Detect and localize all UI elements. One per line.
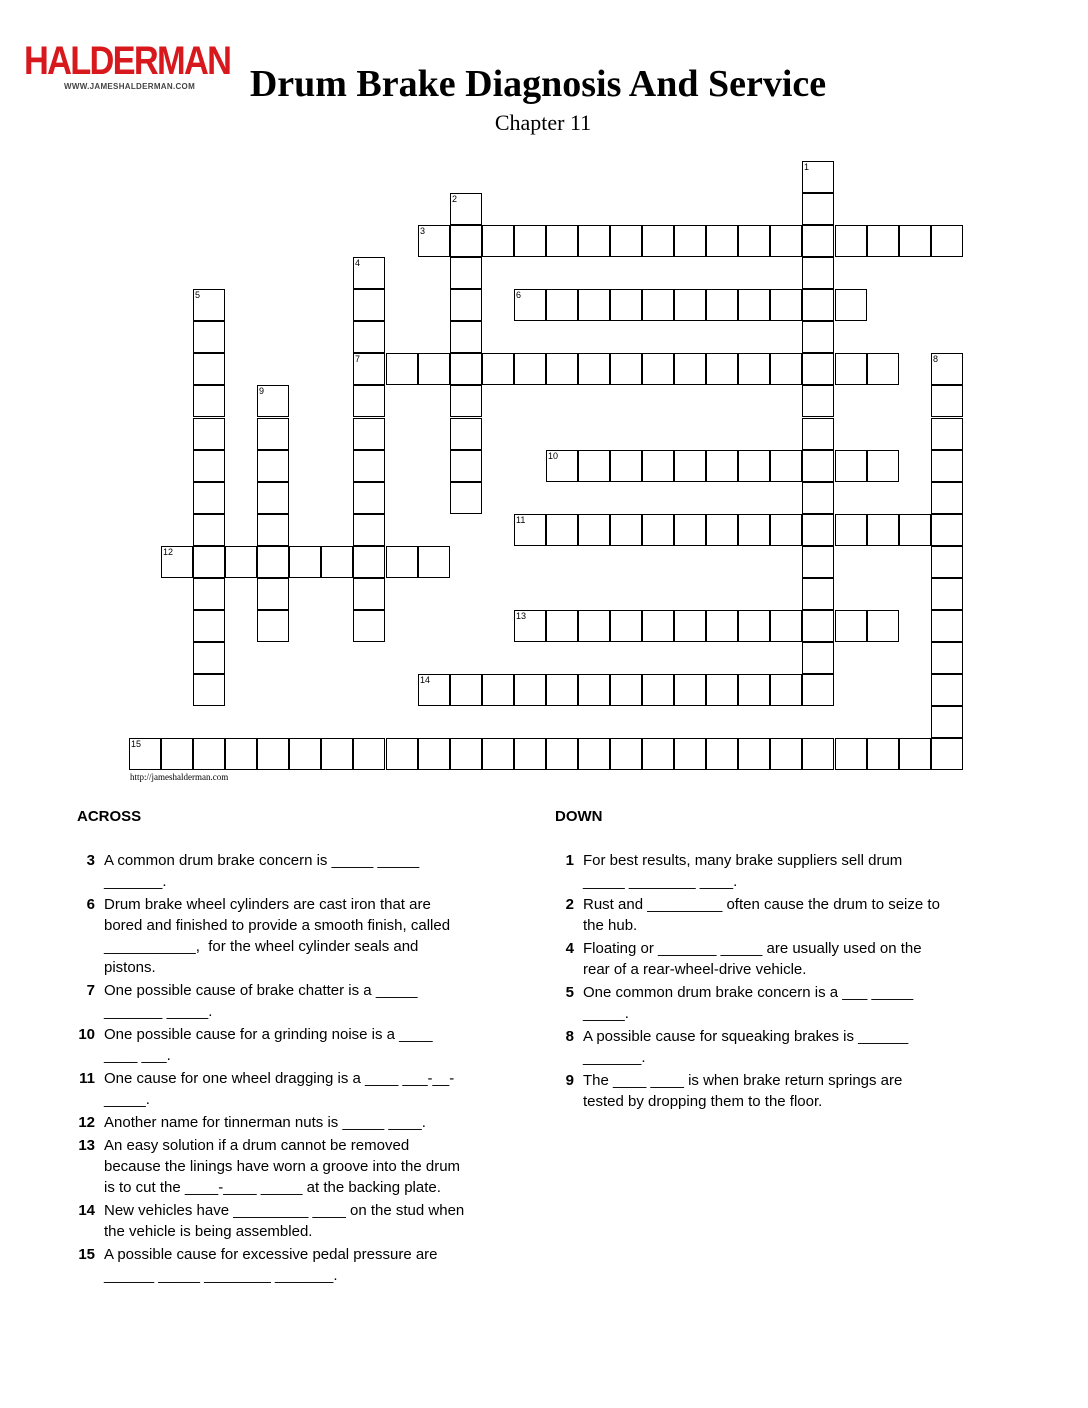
crossword-cell[interactable] <box>835 738 867 770</box>
crossword-cell[interactable] <box>353 546 385 578</box>
crossword-cell[interactable] <box>706 514 738 546</box>
crossword-cell[interactable] <box>802 225 834 257</box>
cell-number: 13 <box>516 611 527 621</box>
crossword-cell[interactable] <box>386 738 418 770</box>
cell-number: 5 <box>195 290 201 300</box>
crossword-cell[interactable] <box>450 321 482 353</box>
across-clue <box>75 980 515 1022</box>
across-clue <box>75 1112 515 1133</box>
crossword-cell[interactable] <box>386 546 418 578</box>
crossword-cell[interactable] <box>578 450 610 482</box>
crossword-cell[interactable] <box>802 738 834 770</box>
crossword-cell[interactable] <box>674 514 706 546</box>
cell-number: 9 <box>259 386 265 396</box>
crossword-cell[interactable] <box>193 450 225 482</box>
crossword-cell[interactable] <box>353 289 385 321</box>
crossword-cell[interactable] <box>738 225 770 257</box>
crossword-cell[interactable] <box>257 610 289 642</box>
clue-number: 10 <box>78 1026 95 1043</box>
crossword-cell[interactable] <box>770 225 802 257</box>
crossword-cell[interactable] <box>802 353 834 385</box>
crossword-cell[interactable] <box>642 289 674 321</box>
crossword-cell[interactable] <box>450 385 482 417</box>
crossword-cell[interactable] <box>931 482 963 514</box>
crossword-cell[interactable] <box>802 289 834 321</box>
clue-text: One common drum brake concern is a ___ _____ _____. <box>583 984 914 1022</box>
crossword-cell[interactable] <box>418 225 450 257</box>
cell-number: 2 <box>452 194 458 204</box>
clue-number: 7 <box>86 982 95 999</box>
clue-text: New vehicles have _________ ____ on the stud when the vehicle is being assembled. <box>104 1202 465 1240</box>
crossword-cell[interactable] <box>802 514 834 546</box>
clue-number: 5 <box>565 984 574 1001</box>
crossword-cell[interactable] <box>706 225 738 257</box>
crossword-cell[interactable] <box>610 353 642 385</box>
crossword-cell[interactable] <box>802 482 834 514</box>
crossword-cell[interactable] <box>610 738 642 770</box>
crossword-cell[interactable] <box>931 225 963 257</box>
crossword-cell[interactable] <box>802 161 834 193</box>
crossword-cell[interactable] <box>674 225 706 257</box>
crossword-cell[interactable] <box>931 578 963 610</box>
crossword-cell[interactable] <box>514 514 546 546</box>
crossword-cell[interactable] <box>610 450 642 482</box>
across-clue <box>75 1244 515 1286</box>
crossword-cell[interactable] <box>674 353 706 385</box>
crossword-cell[interactable] <box>450 418 482 450</box>
crossword-cell[interactable] <box>193 546 225 578</box>
down-clue <box>554 982 994 1024</box>
clue-text: A possible cause for excessive pedal pressure are ______ _____ ________ _______. <box>104 1246 438 1284</box>
clue-number: 3 <box>86 852 95 869</box>
crossword-cell[interactable] <box>610 514 642 546</box>
crossword-cell[interactable] <box>578 225 610 257</box>
cell-number: 15 <box>131 739 142 749</box>
crossword-cell[interactable] <box>482 738 514 770</box>
crossword-cell[interactable] <box>867 225 899 257</box>
crossword-cell[interactable] <box>482 225 514 257</box>
crossword-cell[interactable] <box>225 546 257 578</box>
crossword-cell[interactable] <box>418 674 450 706</box>
crossword-cell[interactable] <box>770 738 802 770</box>
cell-number: 12 <box>163 547 174 557</box>
crossword-cell[interactable] <box>674 738 706 770</box>
crossword-cell[interactable] <box>450 289 482 321</box>
across-clue <box>75 894 515 978</box>
clue-text: One possible cause of brake chatter is a _____ _______ _____. <box>104 982 418 1020</box>
crossword-cell[interactable] <box>257 514 289 546</box>
crossword-cell[interactable] <box>835 610 867 642</box>
crossword-cell[interactable] <box>418 738 450 770</box>
crossword-cell[interactable] <box>706 738 738 770</box>
crossword-cell[interactable] <box>835 514 867 546</box>
clue-number: 14 <box>78 1202 95 1219</box>
crossword-cell[interactable] <box>610 674 642 706</box>
crossword-cell[interactable] <box>129 738 161 770</box>
crossword-cell[interactable] <box>257 482 289 514</box>
crossword-cell[interactable] <box>193 514 225 546</box>
crossword-cell[interactable] <box>578 289 610 321</box>
crossword-cell[interactable] <box>770 514 802 546</box>
crossword-cell[interactable] <box>738 738 770 770</box>
clue-text: The ____ ____ is when brake return springs are tested by dropping them to the floor. <box>583 1072 903 1110</box>
crossword-cell[interactable] <box>931 706 963 738</box>
clue-text: One possible cause for a grinding noise is a ____ ____ ___. <box>104 1026 433 1064</box>
clue-number: 9 <box>565 1072 574 1089</box>
crossword-cell[interactable] <box>353 738 385 770</box>
down-clue-list <box>554 850 994 1114</box>
crossword-cell[interactable] <box>706 450 738 482</box>
crossword-cell[interactable] <box>514 289 546 321</box>
crossword-cell[interactable] <box>802 385 834 417</box>
crossword-cell[interactable] <box>578 353 610 385</box>
crossword-cell[interactable] <box>770 353 802 385</box>
cell-number: 6 <box>516 290 522 300</box>
crossword-cell[interactable] <box>418 546 450 578</box>
crossword-cell[interactable] <box>257 418 289 450</box>
clue-number: 1 <box>565 852 574 869</box>
crossword-cell[interactable] <box>546 225 578 257</box>
across-clue <box>75 1024 515 1066</box>
crossword-cell[interactable] <box>225 738 257 770</box>
crossword-cell[interactable] <box>642 610 674 642</box>
crossword-cell[interactable] <box>802 578 834 610</box>
crossword-cell[interactable] <box>193 385 225 417</box>
crossword-cell[interactable] <box>546 514 578 546</box>
cell-number: 14 <box>420 675 431 685</box>
crossword-cell[interactable] <box>514 353 546 385</box>
crossword-cell[interactable] <box>193 642 225 674</box>
crossword-cell[interactable] <box>193 289 225 321</box>
crossword-cell[interactable] <box>931 514 963 546</box>
down-clue <box>554 894 994 936</box>
crossword-cell[interactable] <box>802 610 834 642</box>
across-clue-list <box>75 850 515 1288</box>
crossword-cell[interactable] <box>289 546 321 578</box>
down-clue <box>554 938 994 980</box>
crossword-cell[interactable] <box>931 610 963 642</box>
cell-number: 1 <box>804 162 810 172</box>
crossword-cell[interactable] <box>161 738 193 770</box>
crossword-cell[interactable] <box>546 674 578 706</box>
down-clue <box>554 1070 994 1112</box>
crossword-cell[interactable] <box>353 578 385 610</box>
clue-number: 15 <box>78 1246 95 1263</box>
crossword-cell[interactable] <box>353 353 385 385</box>
crossword-cell[interactable] <box>450 257 482 289</box>
crossword-cell[interactable] <box>610 289 642 321</box>
crossword-cell[interactable] <box>802 674 834 706</box>
crossword-cell[interactable] <box>642 514 674 546</box>
crossword-cell[interactable] <box>802 257 834 289</box>
crossword-cell[interactable] <box>514 610 546 642</box>
crossword-cell[interactable] <box>353 385 385 417</box>
crossword-cell[interactable] <box>931 418 963 450</box>
clue-number: 2 <box>565 896 574 913</box>
crossword-cell[interactable] <box>706 289 738 321</box>
crossword-cell[interactable] <box>578 610 610 642</box>
cell-number: 8 <box>933 354 939 364</box>
crossword-cell[interactable] <box>257 385 289 417</box>
crossword-cell[interactable] <box>450 193 482 225</box>
clue-number: 12 <box>78 1114 95 1131</box>
crossword-cell[interactable] <box>770 610 802 642</box>
across-clue <box>75 1068 515 1110</box>
crossword-cell[interactable] <box>450 482 482 514</box>
crossword-cell[interactable] <box>931 353 963 385</box>
crossword-cell[interactable] <box>931 738 963 770</box>
crossword-cell[interactable] <box>738 610 770 642</box>
crossword-cell[interactable] <box>193 610 225 642</box>
crossword-cell[interactable] <box>161 546 193 578</box>
crossword-cell[interactable] <box>353 321 385 353</box>
clue-text: Floating or _______ _____ are usually used on the rear of a rear-wheel-drive vehicle. <box>583 940 922 978</box>
crossword-cell[interactable] <box>418 353 450 385</box>
crossword-cell[interactable] <box>450 450 482 482</box>
logo-site: WWW.JAMESHALDERMAN.COM <box>64 82 196 91</box>
crossword-cell[interactable] <box>321 738 353 770</box>
crossword-cell[interactable] <box>578 514 610 546</box>
down-heading: DOWN <box>555 808 603 825</box>
crossword-cell[interactable] <box>835 289 867 321</box>
crossword-cell[interactable] <box>482 674 514 706</box>
crossword-cell[interactable] <box>802 450 834 482</box>
clue-text: For best results, many brake suppliers sell drum _____ ________ ____. <box>583 852 903 890</box>
crossword-cell[interactable] <box>674 610 706 642</box>
crossword-cell[interactable] <box>706 610 738 642</box>
crossword-cell[interactable] <box>738 289 770 321</box>
crossword-cell[interactable] <box>867 610 899 642</box>
clue-text: An easy solution if a drum cannot be removed because the linings have worn a groove into the drum is to cut the ____-____ _____ at the backing plate. <box>104 1137 461 1196</box>
crossword-cell[interactable] <box>802 642 834 674</box>
crossword-cell[interactable] <box>257 450 289 482</box>
crossword-cell[interactable] <box>450 225 482 257</box>
crossword-cell[interactable] <box>738 353 770 385</box>
clue-text: A possible cause for squeaking brakes is ______ _______. <box>583 1028 909 1066</box>
crossword-cell[interactable] <box>802 546 834 578</box>
crossword-cell[interactable] <box>353 418 385 450</box>
clue-text: Another name for tinnerman nuts is _____ ____. <box>104 1114 426 1131</box>
page-subtitle: Chapter 11 <box>494 110 592 135</box>
across-clue <box>75 850 515 892</box>
crossword-cell[interactable] <box>642 674 674 706</box>
clue-number: 11 <box>79 1070 95 1087</box>
crossword-cell[interactable] <box>738 450 770 482</box>
crossword-cell[interactable] <box>514 225 546 257</box>
clue-text: One cause for one wheel dragging is a ____ ___-__- _____. <box>104 1070 455 1108</box>
clue-number: 4 <box>565 940 574 957</box>
crossword-cell[interactable] <box>353 257 385 289</box>
crossword-cell[interactable] <box>738 674 770 706</box>
crossword-cell[interactable] <box>193 321 225 353</box>
source-url: http://jameshalderman.com <box>130 772 229 782</box>
crossword-cell[interactable] <box>835 225 867 257</box>
crossword-cell[interactable] <box>867 738 899 770</box>
crossword-cell[interactable] <box>931 642 963 674</box>
cell-number: 11 <box>516 515 526 525</box>
crossword-cell[interactable] <box>353 482 385 514</box>
across-clue <box>75 1135 515 1198</box>
across-clue <box>75 1200 515 1242</box>
crossword-cell[interactable] <box>642 738 674 770</box>
crossword-cell[interactable] <box>770 674 802 706</box>
crossword-cell[interactable] <box>931 450 963 482</box>
crossword-cell[interactable] <box>899 514 931 546</box>
crossword-cell[interactable] <box>931 385 963 417</box>
clue-number: 6 <box>86 896 95 913</box>
crossword-cell[interactable] <box>514 674 546 706</box>
crossword-cell[interactable] <box>931 546 963 578</box>
down-clue <box>554 1026 994 1068</box>
crossword-cell[interactable] <box>867 514 899 546</box>
crossword-cell[interactable] <box>546 738 578 770</box>
crossword-cell[interactable] <box>706 353 738 385</box>
crossword-cell[interactable] <box>193 738 225 770</box>
crossword-cell[interactable] <box>450 353 482 385</box>
crossword-cell[interactable] <box>899 225 931 257</box>
crossword-cell[interactable] <box>450 738 482 770</box>
crossword-cell[interactable] <box>802 193 834 225</box>
clue-text: A common drum brake concern is _____ _____ _______. <box>104 852 420 890</box>
down-clue <box>554 850 994 892</box>
crossword-cell[interactable] <box>931 674 963 706</box>
crossword-cell[interactable] <box>546 289 578 321</box>
crossword-cell[interactable] <box>578 738 610 770</box>
crossword-cell[interactable] <box>450 674 482 706</box>
crossword-cell[interactable] <box>674 450 706 482</box>
crossword-cell[interactable] <box>257 578 289 610</box>
cell-number: 10 <box>548 451 559 461</box>
crossword-cell[interactable] <box>546 610 578 642</box>
crossword-cell[interactable] <box>674 674 706 706</box>
cell-number: 7 <box>355 354 361 364</box>
crossword-cell[interactable] <box>642 225 674 257</box>
crossword-cell[interactable] <box>610 225 642 257</box>
crossword-cell[interactable] <box>193 578 225 610</box>
crossword-cell[interactable] <box>482 353 514 385</box>
crossword-cell[interactable] <box>353 450 385 482</box>
clue-text: Drum brake wheel cylinders are cast iron that are bored and finished to provide a smooth finish, called ___________, for the wheel cylinder seals and pistons. <box>104 896 451 976</box>
across-heading: ACROSS <box>77 808 142 825</box>
crossword-cell[interactable] <box>353 610 385 642</box>
crossword-cell[interactable] <box>257 738 289 770</box>
crossword-cell[interactable] <box>899 738 931 770</box>
crossword-cell[interactable] <box>514 738 546 770</box>
crossword-cell[interactable] <box>193 353 225 385</box>
crossword-cell[interactable] <box>867 353 899 385</box>
crossword-cell[interactable] <box>546 353 578 385</box>
crossword-cell[interactable] <box>770 450 802 482</box>
crossword-cell[interactable] <box>193 418 225 450</box>
crossword-cell[interactable] <box>289 738 321 770</box>
crossword-cell[interactable] <box>642 353 674 385</box>
clue-number: 8 <box>565 1028 574 1045</box>
crossword-cell[interactable] <box>835 450 867 482</box>
crossword-cell[interactable] <box>802 418 834 450</box>
crossword-cell[interactable] <box>738 514 770 546</box>
crossword-cell[interactable] <box>546 450 578 482</box>
clue-text: Rust and _________ often cause the drum to seize to the hub. <box>583 896 940 934</box>
crossword-cell[interactable] <box>867 450 899 482</box>
crossword-cell[interactable] <box>578 674 610 706</box>
crossword-cell[interactable] <box>193 482 225 514</box>
cell-number: 3 <box>420 226 426 236</box>
crossword-cell[interactable] <box>193 674 225 706</box>
page-title: Drum Brake Diagnosis And Service <box>249 63 827 105</box>
crossword-cell[interactable] <box>642 450 674 482</box>
crossword-cell[interactable] <box>770 289 802 321</box>
crossword-cell[interactable] <box>802 321 834 353</box>
crossword-cell[interactable] <box>353 514 385 546</box>
cell-number: 4 <box>355 258 361 268</box>
crossword-cell[interactable] <box>835 353 867 385</box>
clue-number: 13 <box>78 1137 95 1154</box>
crossword-cell[interactable] <box>610 610 642 642</box>
crossword-cell[interactable] <box>257 546 289 578</box>
logo-brand: HALDERMAN <box>24 39 231 83</box>
crossword-cell[interactable] <box>386 353 418 385</box>
crossword-cell[interactable] <box>706 674 738 706</box>
crossword-cell[interactable] <box>321 546 353 578</box>
crossword-cell[interactable] <box>674 289 706 321</box>
